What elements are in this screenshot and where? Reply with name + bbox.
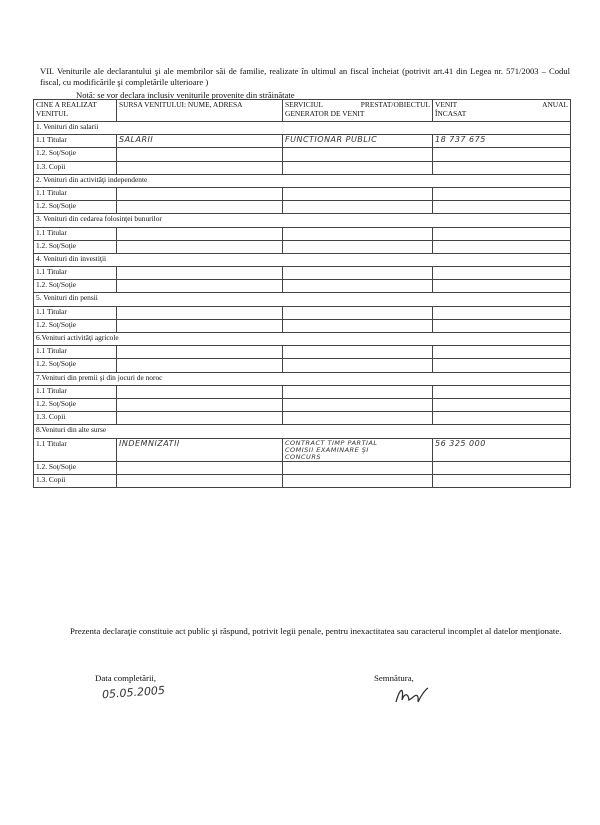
section-title: 3. Venituri din cedarea folosinţei bunurilor: [34, 214, 571, 227]
service-cell: [283, 398, 433, 411]
handwritten-entry: COMISII EXAMINARE ŞI: [285, 445, 369, 454]
source-cell: [117, 240, 283, 253]
table-row: [34, 461, 571, 474]
source-cell: [117, 306, 283, 319]
source-cell: [117, 135, 283, 148]
service-cell: [283, 187, 433, 200]
source-cell: [117, 461, 283, 474]
row-label: 1.2. Soţ/Soţie: [34, 148, 117, 161]
header-income: VENIT ANUAL ÎNCASAT: [433, 100, 571, 122]
row-label: 1.2. Soţ/Soţie: [34, 461, 117, 474]
intro-paragraph: VII. Veniturile ale declarantului şi ale membrilor săi de familie, realizate în ultimul an fiscal încheiat (potrivit art.41 din Legea nr. 571/2003 – Codul fiscal, cu modificările şi completările ulterioare ): [40, 66, 570, 87]
source-cell: [117, 319, 283, 332]
header-service: SERVICIUL PRESTAT/OBIECTUL GENERATOR DE VENIT: [283, 100, 433, 122]
service-cell: [283, 306, 433, 319]
source-cell: [117, 346, 283, 359]
table-row: [34, 201, 571, 214]
income-cell: [433, 306, 571, 319]
date-label: Data completării,: [95, 673, 157, 683]
row-label: 1.3. Copii: [34, 161, 117, 174]
source-cell: [117, 359, 283, 372]
income-cell: [433, 438, 571, 461]
section-title-row: [34, 122, 571, 135]
handwritten-entry: CONTRACT TIMP PARTIAL: [285, 438, 378, 447]
income-cell: [433, 385, 571, 398]
income-cell: [433, 201, 571, 214]
handwritten-entry: 18 737 675: [435, 135, 486, 145]
service-cell: [283, 240, 433, 253]
handwritten-entry: CONCURS: [285, 452, 321, 461]
income-cell: [433, 474, 571, 487]
table-row: [34, 346, 571, 359]
income-table: [33, 99, 571, 488]
service-cell: [283, 438, 433, 461]
source-cell: [117, 438, 283, 461]
table-row: [34, 280, 571, 293]
service-cell: [283, 148, 433, 161]
section-title-row: [34, 253, 571, 266]
signature-mark: [392, 682, 432, 708]
service-cell: [283, 201, 433, 214]
row-label: 1.2. Soţ/Soţie: [34, 398, 117, 411]
income-cell: [433, 227, 571, 240]
section-title-row: [34, 293, 571, 306]
section-title: 4. Venituri din investiţii: [34, 253, 571, 266]
handwritten-entry: INDEMNIZATII: [119, 438, 180, 448]
row-label: 1.1 Titular: [34, 227, 117, 240]
date-value: 05.05.2005: [101, 683, 166, 702]
income-cell: [433, 461, 571, 474]
source-cell: [117, 161, 283, 174]
row-label: 1.1 Titular: [34, 267, 117, 280]
service-cell: [283, 267, 433, 280]
note-line: Notă: se vor declara inclusiv veniturile provenite din străinătate: [76, 90, 295, 100]
table-row: [34, 385, 571, 398]
income-cell: [433, 161, 571, 174]
section-title: 1. Venituri din salarii: [34, 122, 571, 135]
source-cell: [117, 227, 283, 240]
table-row: [34, 227, 571, 240]
row-label: 1.1 Titular: [34, 438, 117, 461]
table-row: [34, 267, 571, 280]
row-label: 1.1 Titular: [34, 385, 117, 398]
table-row: [34, 438, 571, 461]
table-row: [34, 240, 571, 253]
section-title-row: [34, 372, 571, 385]
service-cell: [283, 385, 433, 398]
service-cell: [283, 280, 433, 293]
table-row: [34, 161, 571, 174]
section-title-row: [34, 333, 571, 346]
income-cell: [433, 346, 571, 359]
source-cell: [117, 398, 283, 411]
handwritten-entry: SALARII: [119, 135, 154, 145]
income-cell: [433, 398, 571, 411]
service-cell: [283, 161, 433, 174]
row-label: 1.3. Copii: [34, 474, 117, 487]
income-cell: [433, 240, 571, 253]
service-cell: [283, 412, 433, 425]
row-label: 1.2. Soţ/Soţie: [34, 319, 117, 332]
section-title: 5. Venituri din pensii: [34, 293, 571, 306]
source-cell: [117, 267, 283, 280]
table-row: [34, 474, 571, 487]
public-statement: Prezenta declaraţie constituie act public şi răspund, potrivit legii penale, pentru inexactitatea sau caracterul incomplet al datelor menţionate.: [70, 626, 562, 636]
header-source: SURSA VENITULUI: NUME, ADRESA: [117, 100, 283, 122]
table-row: [34, 306, 571, 319]
service-cell: [283, 319, 433, 332]
income-cell: [433, 148, 571, 161]
service-cell: [283, 474, 433, 487]
header-who: CINE A REALIZAT VENITUL: [34, 100, 117, 122]
handwritten-entry: 56 325 000: [435, 438, 486, 448]
section-title-row: [34, 214, 571, 227]
source-cell: [117, 187, 283, 200]
source-cell: [117, 474, 283, 487]
service-cell: [283, 461, 433, 474]
income-cell: [433, 359, 571, 372]
income-cell: [433, 135, 571, 148]
income-cell: [433, 412, 571, 425]
source-cell: [117, 280, 283, 293]
handwritten-entry: FUNCTIONAR PUBLIC: [285, 135, 378, 145]
income-cell: [433, 280, 571, 293]
source-cell: [117, 201, 283, 214]
section-title: 7.Venituri din premii şi din jocuri de noroc: [34, 372, 571, 385]
row-label: 1.1 Titular: [34, 187, 117, 200]
row-label: 1.2. Soţ/Soţie: [34, 280, 117, 293]
income-cell: [433, 319, 571, 332]
service-cell: [283, 359, 433, 372]
table-row: [34, 412, 571, 425]
source-cell: [117, 148, 283, 161]
service-cell: [283, 227, 433, 240]
table-row: [34, 187, 571, 200]
source-cell: [117, 385, 283, 398]
row-label: 1.2. Soţ/Soţie: [34, 201, 117, 214]
table-row: [34, 359, 571, 372]
signature-label: Semnătura,: [374, 673, 414, 683]
service-cell: [283, 135, 433, 148]
row-label: 1.2. Soţ/Soţie: [34, 359, 117, 372]
row-label: 1.2. Soţ/Soţie: [34, 240, 117, 253]
table-row: [34, 135, 571, 148]
income-cell: [433, 187, 571, 200]
row-label: 1.1 Titular: [34, 306, 117, 319]
table-row: [34, 398, 571, 411]
section-title: 2. Venituri din activităţi independente: [34, 174, 571, 187]
table-row: [34, 148, 571, 161]
table-row: [34, 319, 571, 332]
row-label: 1.1 Titular: [34, 135, 117, 148]
section-title: 8.Venituri din alte surse: [34, 425, 571, 438]
row-label: 1.1 Titular: [34, 346, 117, 359]
section-title-row: [34, 425, 571, 438]
section-title: 6.Venituri activităţi agricole: [34, 333, 571, 346]
table-header-row: [34, 100, 571, 122]
row-label: 1.3. Copii: [34, 412, 117, 425]
section-title-row: [34, 174, 571, 187]
income-cell: [433, 267, 571, 280]
source-cell: [117, 412, 283, 425]
service-cell: [283, 346, 433, 359]
